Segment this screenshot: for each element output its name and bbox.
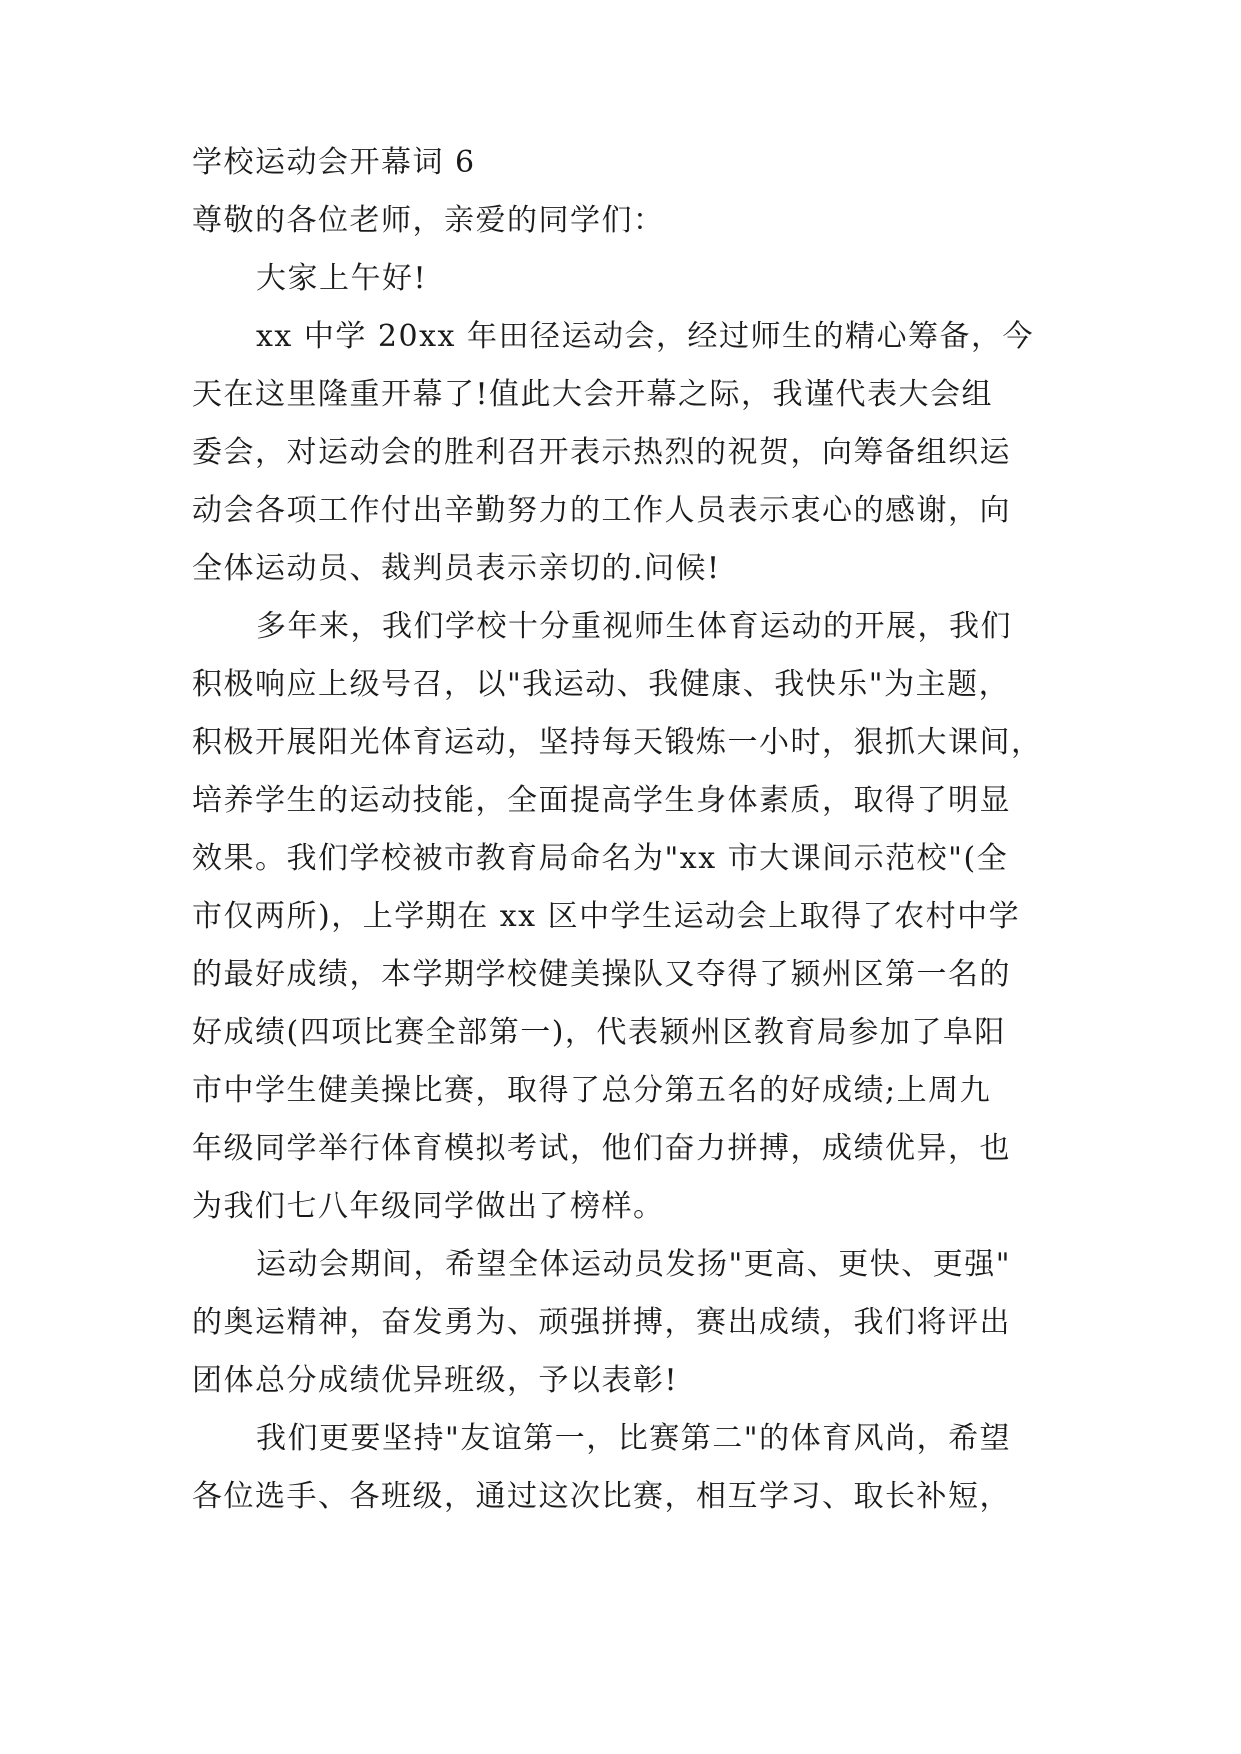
- paragraph-line: 好成绩(四项比赛全部第一)，代表颍州区教育局参加了阜阳: [192, 1015, 1006, 1050]
- paragraph-line: 市中学生健美操比赛，取得了总分第五名的好成绩;上周九: [192, 1073, 992, 1108]
- paragraph-line: 全体运动员、裁判员表示亲切的.问候!: [192, 551, 721, 586]
- document-page: [192, 140, 1072, 1526]
- paragraph-line: 委会，对运动会的胜利召开表示热烈的祝贺，向筹备组织运: [192, 435, 1011, 470]
- paragraph-line: 年级同学举行体育模拟考试，他们奋力拼搏，成绩优异，也: [192, 1131, 1011, 1166]
- paragraph-line: 各位选手、各班级，通过这次比赛，相互学习、取长补短，: [192, 1479, 1011, 1514]
- paragraph-line: 的奥运精神，奋发勇为、顽强拼搏，赛出成绩，我们将评出: [192, 1305, 1011, 1340]
- greeting: 大家上午好!: [256, 261, 428, 296]
- paragraph-line: 为我们七八年级同学做出了榜样。: [192, 1189, 665, 1224]
- salutation: 尊敬的各位老师，亲爱的同学们：: [192, 203, 665, 238]
- paragraph-line: 多年来，我们学校十分重视师生体育运动的开展，我们: [256, 609, 1012, 644]
- document-title: 学校运动会开幕词 6: [192, 145, 476, 180]
- paragraph-line: 团体总分成绩优异班级，予以表彰!: [192, 1363, 679, 1398]
- paragraph-line: 培养学生的运动技能，全面提高学生身体素质，取得了明显: [192, 783, 1011, 818]
- paragraph-3: [192, 1236, 1072, 1410]
- paragraph-line: 天在这里隆重开幕了!值此大会开幕之际，我谨代表大会组: [192, 377, 994, 412]
- paragraph-line: 运动会期间，希望全体运动员发扬"更高、更快、更强": [256, 1247, 1012, 1282]
- paragraph-line: 积极响应上级号召，以"我运动、我健康、我快乐"为主题，: [192, 667, 1011, 702]
- paragraph-line: 我们更要坚持"友谊第一，比赛第二"的体育风尚，希望: [256, 1421, 1012, 1456]
- paragraph-line: 动会各项工作付出辛勤努力的工作人员表示衷心的感谢，向: [192, 493, 1011, 528]
- paragraph-1: [192, 308, 1072, 598]
- paragraph-line: 积极开展阳光体育运动，坚持每天锻炼一小时，狠抓大课间，: [192, 725, 1043, 760]
- paragraph-line: xx 中学 20xx 年田径运动会，经过师生的精心筹备，今: [256, 319, 1034, 354]
- paragraph-line: 的最好成绩，本学期学校健美操队又夺得了颍州区第一名的: [192, 957, 1011, 992]
- paragraph-4: [192, 1410, 1072, 1526]
- paragraph-2: [192, 598, 1072, 1236]
- paragraph-line: 效果。我们学校被市教育局命名为"xx 市大课间示范校"(全: [192, 841, 1009, 876]
- paragraph-line: 市仅两所)，上学期在 xx 区中学生运动会上取得了农村中学: [192, 899, 1021, 934]
